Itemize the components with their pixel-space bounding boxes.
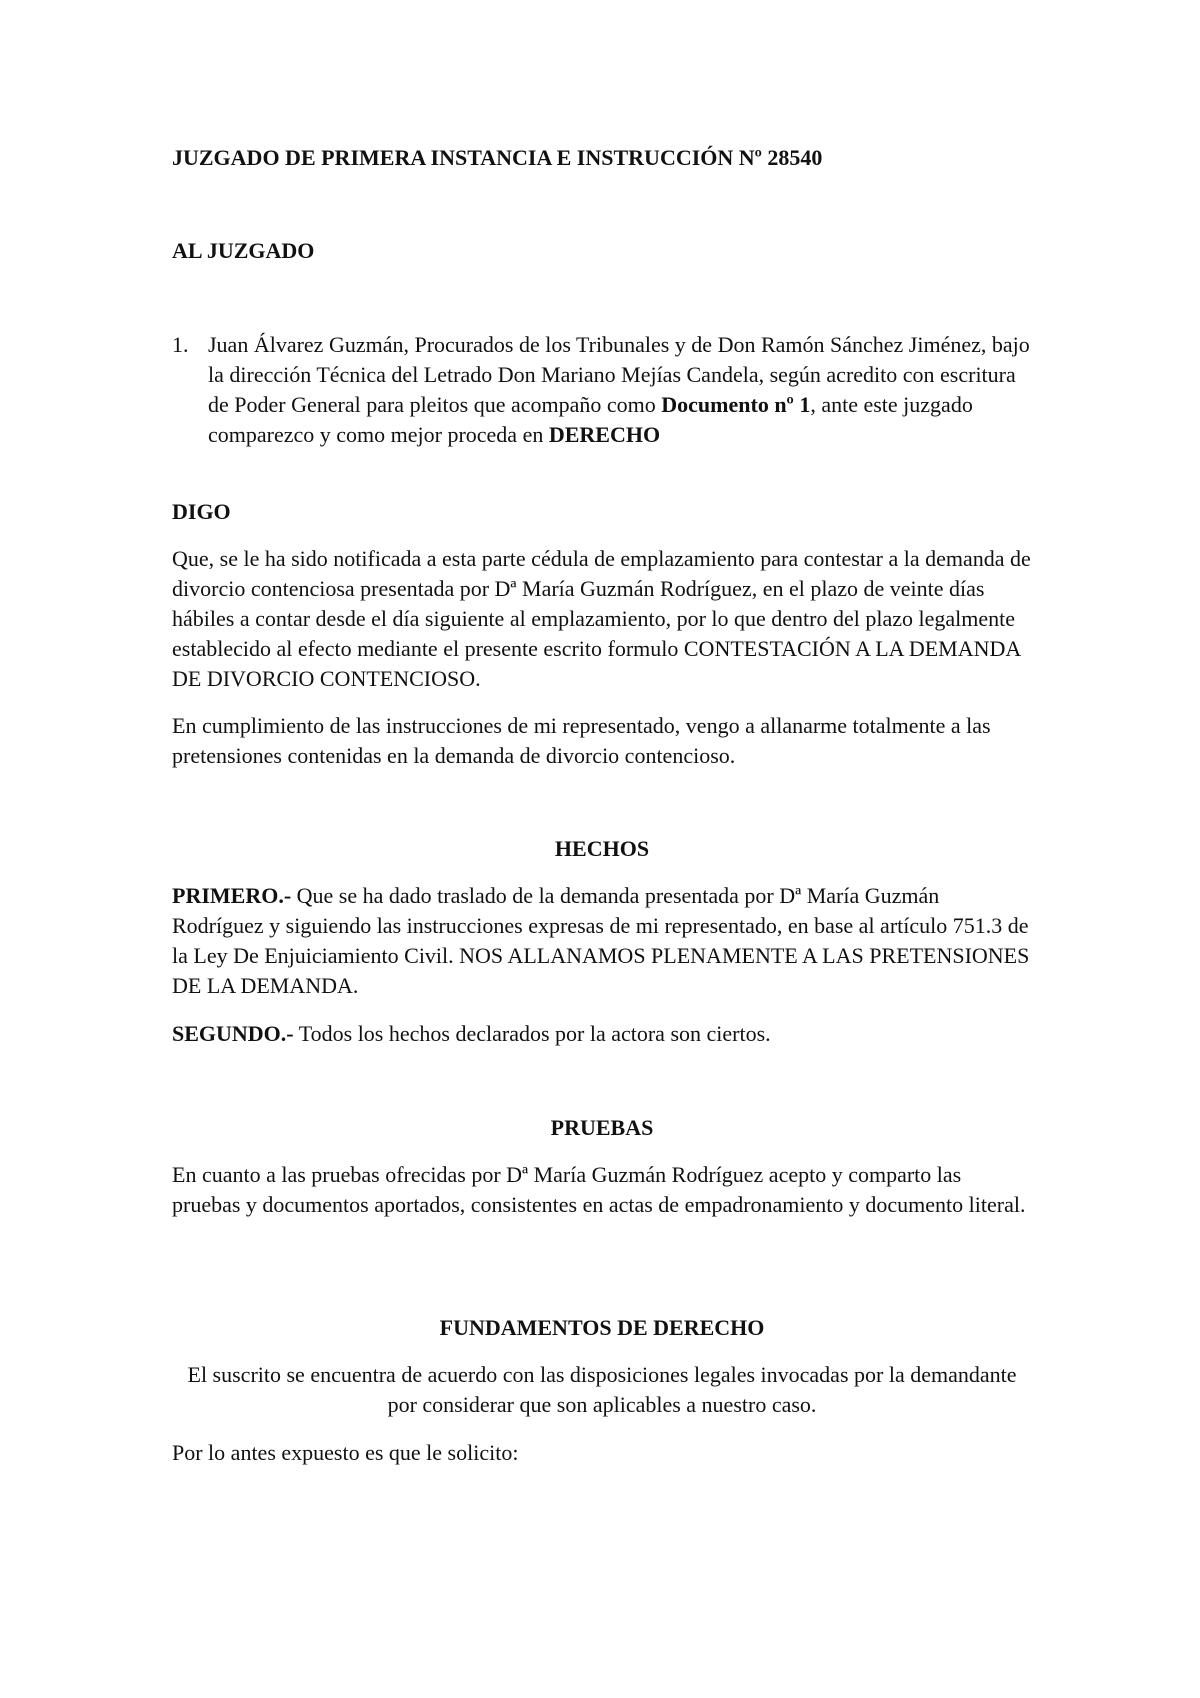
intro-text-part1: Juan Álvarez Guzmán, Procurados de los Tribunales y de Don Ramón Sánchez Jiménez, bajo la dirección Técnica del Letrado Don Mariano Mejías Candela, según acredito con escritura de Poder General para pleitos que acompaño como xyxy=(208,332,1030,417)
hecho-primero xyxy=(172,881,1032,1001)
document-reference: Documento nº 1 xyxy=(661,392,811,417)
compliance-paragraph: En cumplimiento de las instrucciones de mi representado, vengo a allanarme totalmente a las pretensiones contenidas en la demanda de divorcio contencioso. xyxy=(172,713,991,768)
hechos-heading: HECHOS xyxy=(554,836,650,861)
segundo-label: SEGUNDO.- xyxy=(172,1021,294,1046)
closing-line: Por lo antes expuesto es que le solicito: xyxy=(172,1440,519,1465)
intro-list-item xyxy=(172,330,1038,450)
fundamentos-heading: FUNDAMENTOS DE DERECHO xyxy=(439,1315,765,1340)
pruebas-heading: PRUEBAS xyxy=(550,1115,654,1140)
pruebas-paragraph: En cuanto a las pruebas ofrecidas por Dª María Guzmán Rodríguez acepto y comparto las pruebas y documentos aportados, consistentes en actas de empadronamiento y documento literal. xyxy=(172,1162,1026,1217)
primero-text: Que se ha dado traslado de la demanda presentada por Dª María Guzmán Rodríguez y siguiendo las instrucciones expresas de mi representado, en base al artículo 751.3 de la Ley De Enjuiciamiento Civil. NOS ALLANAMOS PLENAMENTE A LAS PRETENSIONES DE LA DEMANDA. xyxy=(172,883,1030,998)
list-number: 1. xyxy=(172,332,189,357)
digo-heading: DIGO xyxy=(172,499,231,524)
intro-text-part2: , ante este juzgado comparezco y como mejor proceda en xyxy=(208,392,973,447)
hecho-segundo xyxy=(172,1019,1032,1049)
segundo-text: Todos los hechos declarados por la actora son ciertos. xyxy=(293,1021,771,1046)
primero-label: PRIMERO.- xyxy=(172,883,292,908)
addressee-heading: AL JUZGADO xyxy=(172,238,315,263)
court-header: JUZGADO DE PRIMERA INSTANCIA E INSTRUCCIÓN Nº 28540 xyxy=(172,145,823,170)
notification-paragraph: Que, se le ha sido notificada a esta parte cédula de emplazamiento para contestar a la demanda de divorcio contenciosa presentada por Dª María Guzmán Rodríguez, en el plazo de veinte días hábiles a contar desde el día siguiente al emplazamiento, por lo que dentro del plazo legalmente establecido al efecto mediante el presente escrito formulo CONTESTACIÓN A LA DEMANDA DE DIVORCIO CONTENCIOSO. xyxy=(172,546,1031,691)
derecho-word: DERECHO xyxy=(548,422,661,447)
fundamentos-paragraph: El suscrito se encuentra de acuerdo con las disposiciones legales invocadas por la demandante por considerar que son aplicables a nuestro caso. xyxy=(187,1362,1017,1417)
